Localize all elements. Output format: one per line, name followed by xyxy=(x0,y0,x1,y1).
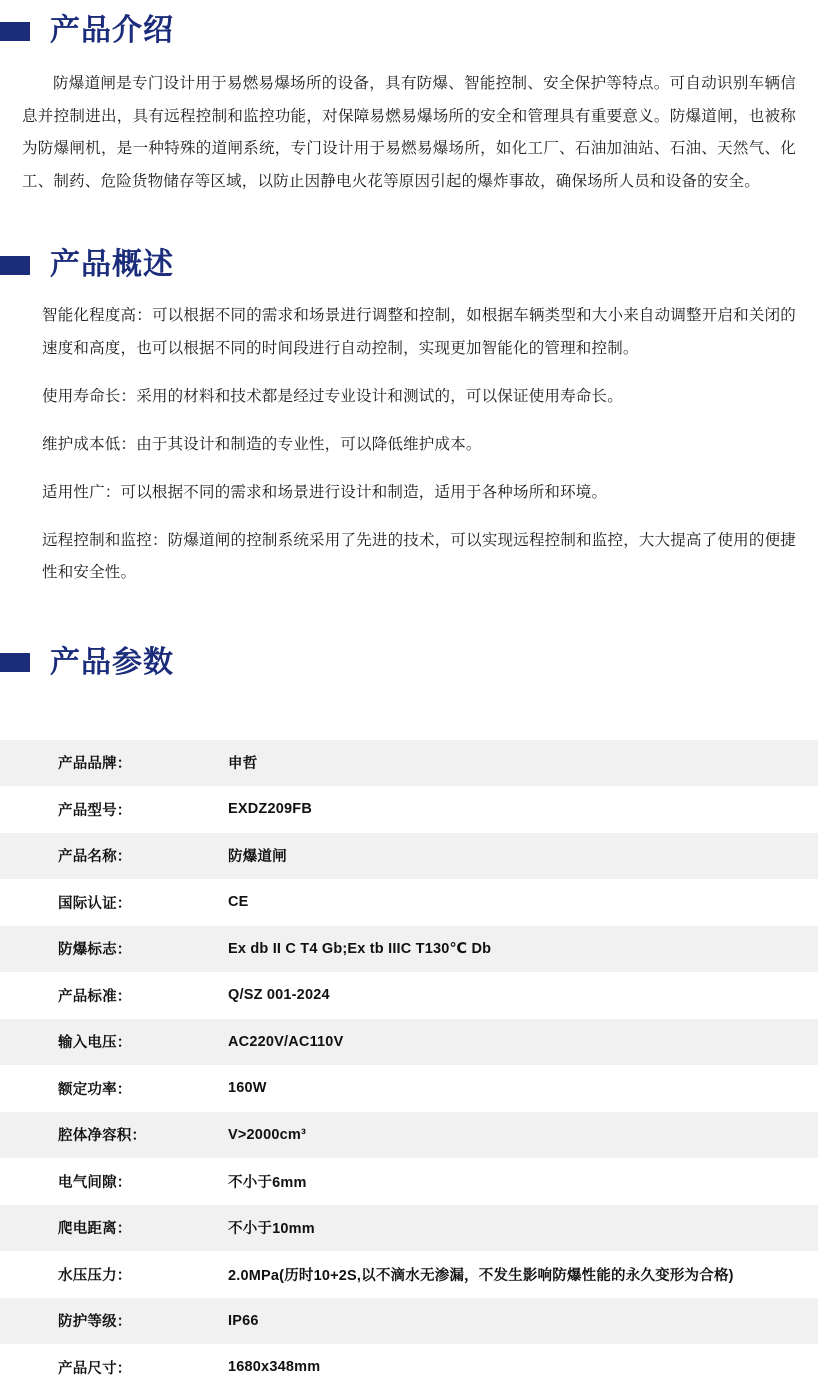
table-row xyxy=(0,1019,818,1066)
table-row xyxy=(0,1065,818,1112)
parameter-table xyxy=(0,740,818,1391)
list-item: 智能化程度高：可以根据不同的需求和场景进行调整和控制，如根据车辆类型和大小来自动调整开启和关闭的速度和高度，也可以根据不同的时间段进行自动控制，实现更加智能化的管理和控制。 xyxy=(42,307,796,357)
heading-accent-bar-icon xyxy=(0,653,30,672)
spacer-after-intro xyxy=(0,198,818,250)
param-value: 不小于6mm xyxy=(228,1158,818,1205)
param-value: 160W xyxy=(228,1065,818,1112)
section-product-intro xyxy=(0,0,818,198)
table-row xyxy=(0,926,818,973)
param-key: 防爆标志： xyxy=(0,926,228,973)
list-item: 维护成本低：由于其设计和制造的专业性，可以降低维护成本。 xyxy=(42,435,482,453)
param-key: 国际认证： xyxy=(0,879,228,926)
heading-accent-bar-icon xyxy=(0,256,30,275)
param-key: 电气间隙： xyxy=(0,1158,228,1205)
table-row xyxy=(0,786,818,833)
param-key: 产品尺寸： xyxy=(0,1344,228,1391)
table-row xyxy=(0,879,818,926)
heading-accent-bar-icon xyxy=(0,22,30,41)
param-key: 水压压力： xyxy=(0,1251,228,1298)
list-item: 远程控制和监控：防爆道闸的控制系统采用了先进的技术，可以实现远程控制和监控，大大提高了使用的便捷性和安全性。 xyxy=(42,531,796,582)
param-value: IP66 xyxy=(228,1298,818,1345)
section-heading-params xyxy=(0,645,818,679)
param-value: V>2000cm³ xyxy=(228,1112,818,1159)
param-key: 额定功率： xyxy=(0,1065,228,1112)
param-key: 爬电距离： xyxy=(0,1205,228,1252)
section-title-intro: 产品介绍 xyxy=(50,14,174,47)
table-row xyxy=(0,972,818,1019)
param-value: 防爆道闸 xyxy=(228,833,818,880)
spacer-before-table xyxy=(0,678,818,718)
param-key: 产品品牌： xyxy=(0,740,228,787)
param-value: Q/SZ 001-2024 xyxy=(228,972,818,1019)
table-row xyxy=(0,833,818,880)
param-key: 产品标准： xyxy=(0,972,228,1019)
param-key: 输入电压： xyxy=(0,1019,228,1066)
table-row xyxy=(0,740,818,787)
param-value: EXDZ209FB xyxy=(228,786,818,833)
section-product-overview xyxy=(0,250,818,590)
table-row xyxy=(0,1112,818,1159)
table-row xyxy=(0,1344,818,1391)
list-item: 使用寿命长：采用的材料和技术都是经过专业设计和测试的，可以保证使用寿命长。 xyxy=(42,387,623,405)
table-row xyxy=(0,1205,818,1252)
param-value: Ex db II C T4 Gb;Ex tb IIIC T130℃ Db xyxy=(228,926,818,973)
param-value: CE xyxy=(228,879,818,926)
param-value: 1680x348mm xyxy=(228,1344,818,1391)
overview-list xyxy=(42,300,796,590)
param-key: 腔体净容积： xyxy=(0,1112,228,1159)
param-value: AC220V/AC110V xyxy=(228,1019,818,1066)
spacer-after-overview xyxy=(0,606,818,648)
section-title-params: 产品参数 xyxy=(50,645,174,679)
section-heading-overview xyxy=(0,250,818,280)
intro-paragraph: 防爆道闸是专门设计用于易燃易爆场所的设备，具有防爆、智能控制、安全保护等特点。可自动识别车辆信息并控制进出，具有远程控制和监控功能，对保障易燃易爆场所的安全和管理具有重要意义。防爆道闸，也被称为防爆闸机，是一种特殊的道闸系统，专门设计用于易燃易爆场所，如化工厂、石油加油站、石油、天然气、化工、制药、危险货物储存等区域，以防止因静电火花等原因引起的爆炸事故，确保场所人员和设备的安全。 xyxy=(22,75,796,190)
param-key: 产品名称： xyxy=(0,833,228,880)
param-value: 申哲 xyxy=(228,740,818,787)
param-value: 不小于10mm xyxy=(228,1205,818,1252)
section-title-overview: 产品概述 xyxy=(50,248,174,282)
table-row xyxy=(0,1158,818,1205)
param-value: 2.0MPa(历时10+2S,以不滴水无渗漏，不发生影响防爆性能的永久变形为合格) xyxy=(228,1251,818,1298)
table-row xyxy=(0,1251,818,1298)
param-key: 产品型号： xyxy=(0,786,228,833)
table-row xyxy=(0,1298,818,1345)
list-item: 适用性广：可以根据不同的需求和场景进行设计和制造，适用于各种场所和环境。 xyxy=(42,483,608,501)
section-heading-intro xyxy=(0,16,818,46)
param-key: 防护等级： xyxy=(0,1298,228,1345)
section-product-params xyxy=(0,645,818,1391)
